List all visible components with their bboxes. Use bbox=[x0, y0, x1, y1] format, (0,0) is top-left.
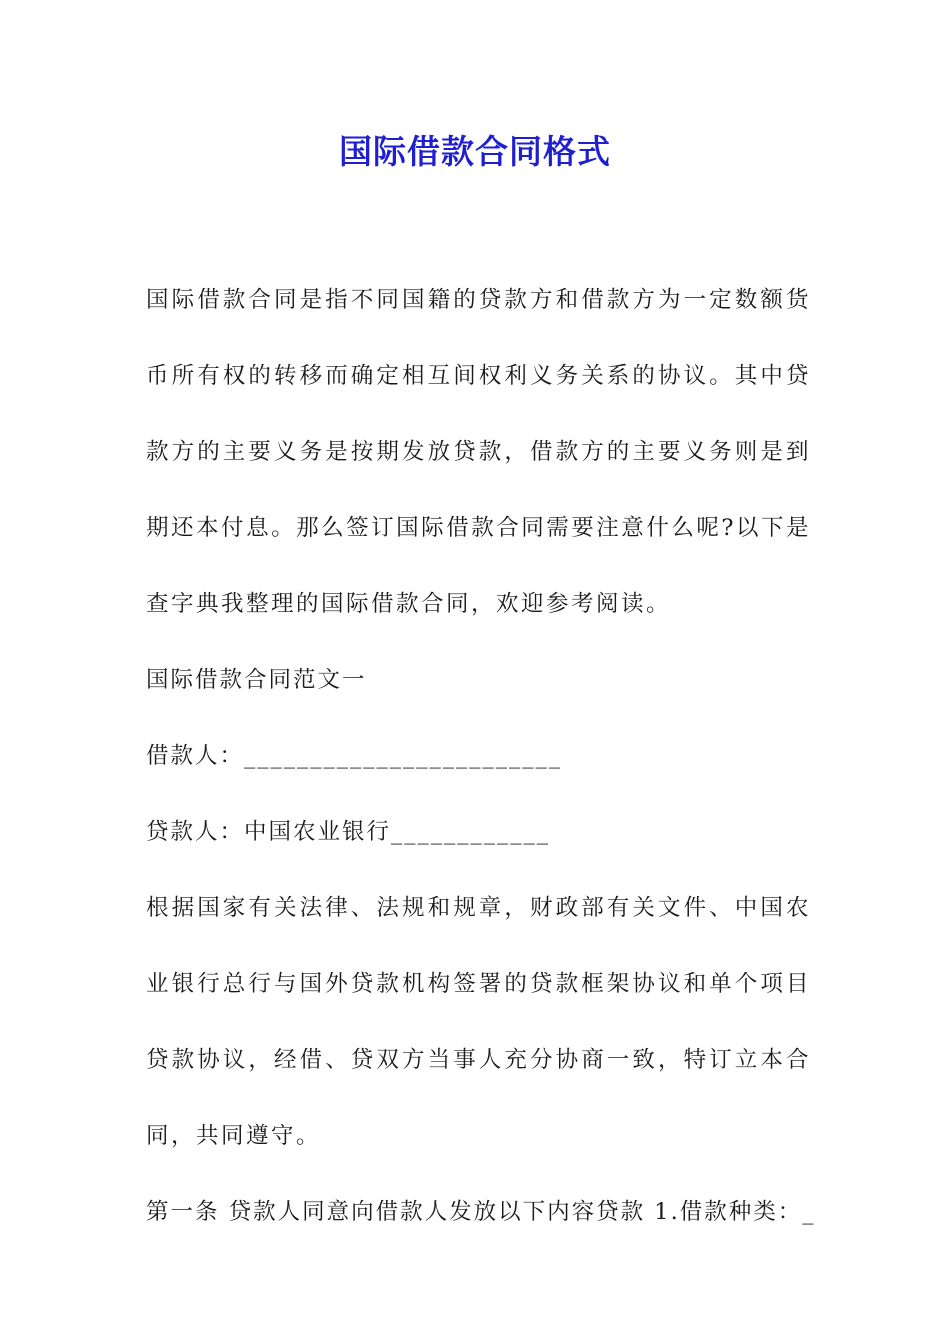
document-title: 国际借款合同格式 bbox=[339, 132, 611, 171]
borrower-line: 借款人：________________________ bbox=[146, 743, 563, 769]
document-body bbox=[146, 262, 816, 1250]
article-one: 第一条 贷款人同意向借款人发放以下内容贷款 1.借款种类：_ bbox=[146, 1199, 816, 1225]
sample-heading: 国际借款合同范文一 bbox=[146, 667, 367, 693]
lender-line: 贷款人：中国农业银行____________ bbox=[146, 819, 551, 845]
intro-paragraph: 国际借款合同是指不同国籍的贷款方和借款方为一定数额货币所有权的转移而确定相互间权利义务关系的协议。其中贷款方的主要义务是按期发放贷款，借款方的主要义务则是到期还本付息。那么签订国际借款合同需要注意什么呢?以下是查字典我整理的国际借款合同，欢迎参考阅读。 bbox=[146, 287, 811, 617]
basis-paragraph: 根据国家有关法律、法规和规章，财政部有关文件、中国农业银行总行与国外贷款机构签署的贷款框架协议和单个项目贷款协议，经借、贷双方当事人充分协商一致，特订立本合同，共同遵守。 bbox=[146, 895, 811, 1149]
